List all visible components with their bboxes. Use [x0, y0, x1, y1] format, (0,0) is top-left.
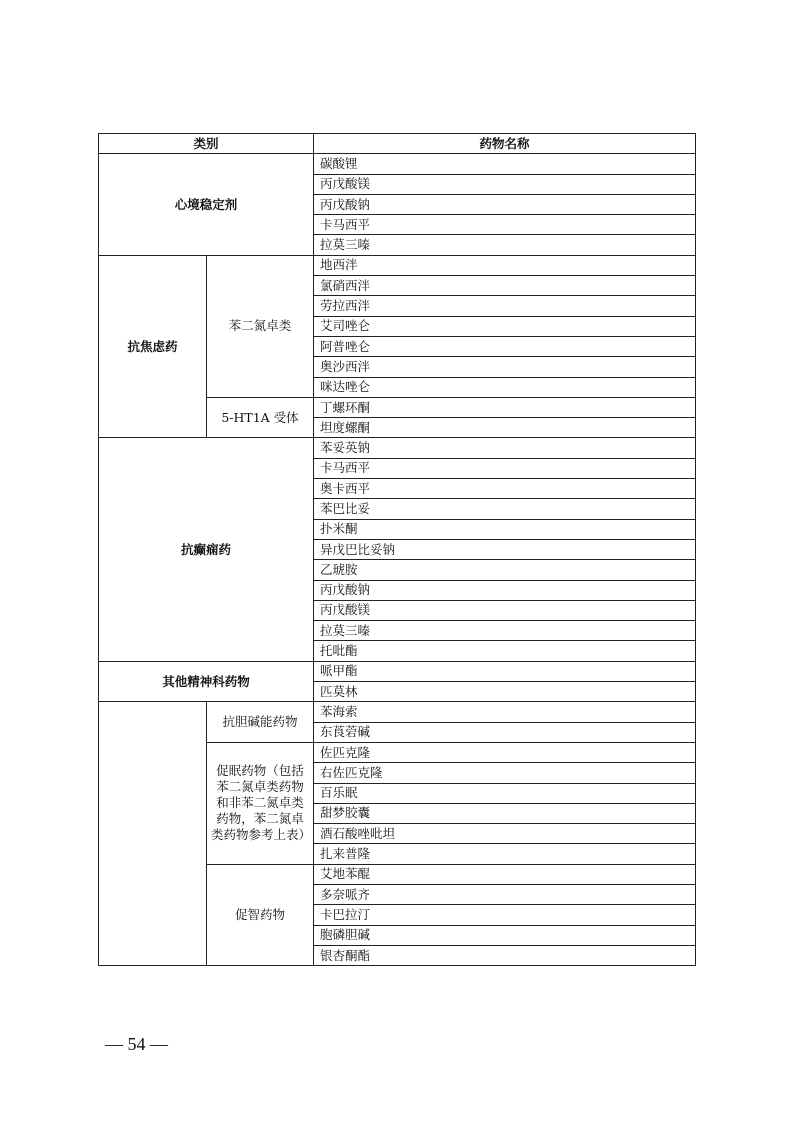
drug-name-cell: 异戊巴比妥钠: [314, 539, 696, 559]
table-row: [99, 702, 696, 722]
header-drug-name: 药物名称: [314, 134, 696, 154]
drug-name-cell: 右佐匹克隆: [314, 763, 696, 783]
drug-name-cell: 扑米酮: [314, 519, 696, 539]
drug-name-cell: 多奈哌齐: [314, 884, 696, 904]
category-cell: [99, 702, 207, 966]
page-number: — 54 —: [105, 1034, 168, 1054]
drug-name-cell: 奥卡西平: [314, 479, 696, 499]
drug-name-cell: 东莨菪碱: [314, 722, 696, 742]
drug-name-cell: 卡马西平: [314, 215, 696, 235]
drug-name-cell: 咪达唑仑: [314, 377, 696, 397]
subcategory-cell: 苯二氮卓类: [207, 255, 314, 397]
drug-name-cell: 丙戊酸镁: [314, 174, 696, 194]
drug-name-cell: 酒石酸唑吡坦: [314, 824, 696, 844]
drug-name-cell: 丙戊酸镁: [314, 600, 696, 620]
category-cell: 抗癫痫药: [99, 438, 314, 661]
drug-name-cell: 奥沙西泮: [314, 357, 696, 377]
table-row: [99, 438, 696, 458]
drug-name-cell: 匹莫林: [314, 682, 696, 702]
drug-name-cell: 坦度螺酮: [314, 418, 696, 438]
drug-table: [98, 133, 696, 966]
header-category: 类别: [99, 134, 314, 154]
category-cell: 其他精神科药物: [99, 661, 314, 702]
subcategory-cell: 5-HT1A 受体: [207, 397, 314, 438]
drug-name-cell: 艾司唑仑: [314, 316, 696, 336]
drug-name-cell: 卡马西平: [314, 458, 696, 478]
drug-name-cell: 阿普唑仑: [314, 336, 696, 356]
drug-name-cell: 艾地苯醌: [314, 864, 696, 884]
category-cell: 抗焦虑药: [99, 255, 207, 438]
drug-name-cell: 百乐眠: [314, 783, 696, 803]
subcategory-cell: 抗胆碱能药物: [207, 702, 314, 743]
drug-name-cell: 甜梦胶囊: [314, 803, 696, 823]
table-header-row: [99, 134, 696, 154]
drug-name-cell: 佐匹克隆: [314, 742, 696, 762]
drug-name-cell: 苯巴比妥: [314, 499, 696, 519]
subcategory-cell: 促智药物: [207, 864, 314, 965]
drug-name-cell: 胞磷胆碱: [314, 925, 696, 945]
drug-name-cell: 拉莫三嗪: [314, 235, 696, 255]
subcategory-cell: 促眠药物（包括苯二氮卓类药物和非苯二氮卓类药物，苯二氮卓类药物参考上表）: [207, 742, 314, 864]
drug-name-cell: 丁螺环酮: [314, 397, 696, 417]
category-cell: 心境稳定剂: [99, 154, 314, 255]
drug-name-cell: 丙戊酸钠: [314, 194, 696, 214]
drug-name-cell: 氯硝西泮: [314, 276, 696, 296]
table-row: [99, 661, 696, 681]
table-body: [99, 154, 696, 966]
drug-name-cell: 地西泮: [314, 255, 696, 275]
drug-name-cell: 扎来普隆: [314, 844, 696, 864]
drug-name-cell: 银杏酮酯: [314, 945, 696, 965]
drug-name-cell: 卡巴拉汀: [314, 905, 696, 925]
drug-name-cell: 丙戊酸钠: [314, 580, 696, 600]
table-row: [99, 154, 696, 174]
drug-name-cell: 碳酸锂: [314, 154, 696, 174]
drug-name-cell: 苯妥英钠: [314, 438, 696, 458]
table-row: [99, 255, 696, 275]
drug-name-cell: 苯海索: [314, 702, 696, 722]
drug-name-cell: 哌甲酯: [314, 661, 696, 681]
drug-name-cell: 拉莫三嗪: [314, 621, 696, 641]
drug-name-cell: 托吡酯: [314, 641, 696, 661]
drug-name-cell: 乙琥胺: [314, 560, 696, 580]
drug-name-cell: 劳拉西泮: [314, 296, 696, 316]
